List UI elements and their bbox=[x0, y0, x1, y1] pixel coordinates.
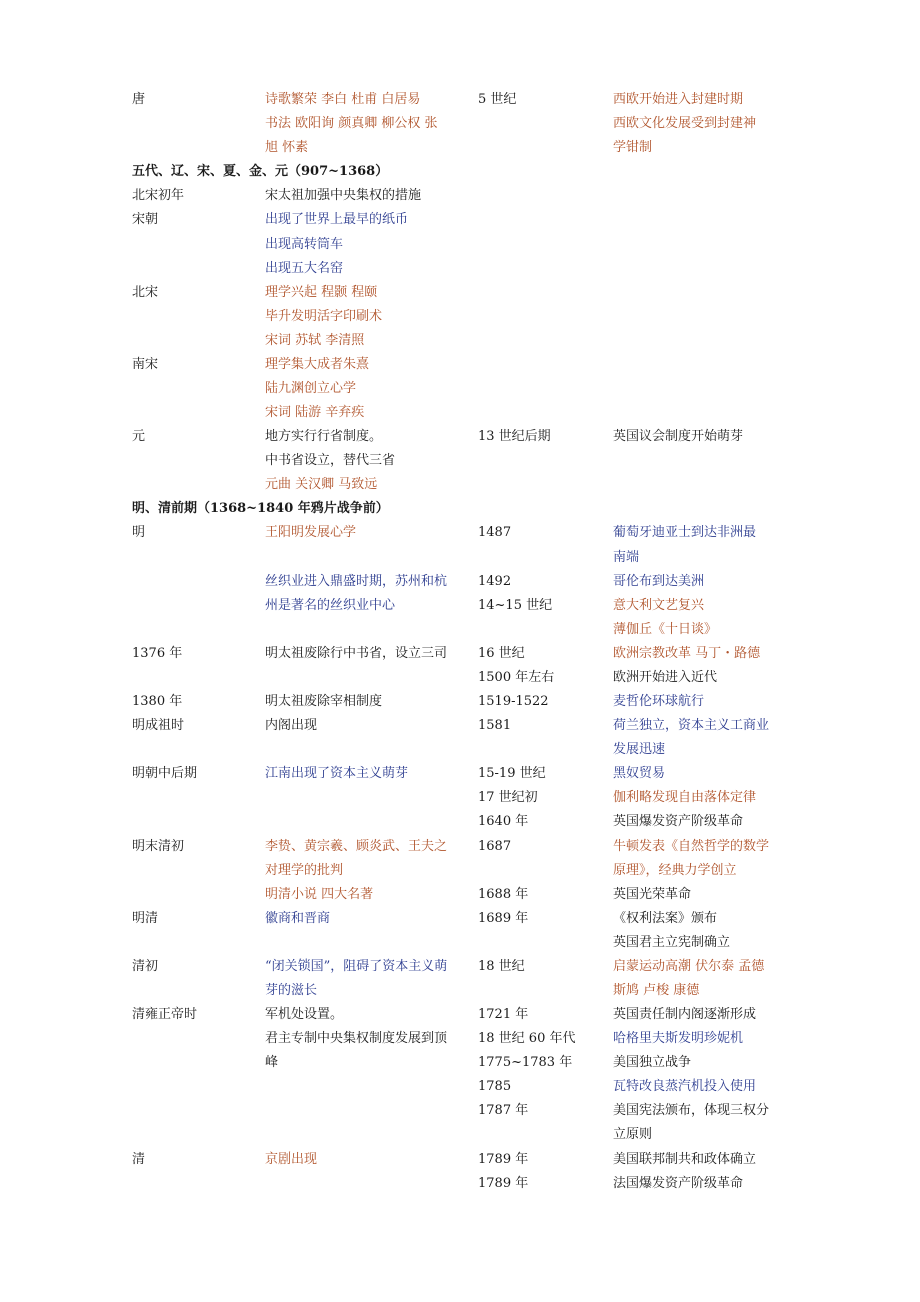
china-event-cell: 宋词 苏轼 李清照 bbox=[265, 332, 365, 348]
china-event-cell: 书法 欧阳询 颜真卿 柳公权 张 bbox=[265, 116, 438, 132]
world-date-cell: 1581 bbox=[478, 718, 512, 734]
period-cell: 明末清初 bbox=[132, 838, 185, 854]
china-event-cell: 理学集大成者朱熹 bbox=[265, 356, 370, 372]
section-heading: 明、清前期（1368~1840 年鸦片战争前） bbox=[132, 501, 389, 517]
china-event-cell: 明太祖废除行中书省，设立三司 bbox=[265, 645, 448, 661]
world-date-cell: 1785 bbox=[478, 1079, 512, 1095]
china-event-cell: 明清小说 四大名著 bbox=[265, 886, 374, 902]
world-event-cell: 黑奴贸易 bbox=[613, 766, 666, 782]
world-date-cell: 1500 年左右 bbox=[478, 669, 555, 685]
china-event-cell: “闭关锁国”，阻碍了资本主义萌 bbox=[265, 958, 448, 974]
china-event-cell: 军机处设置。 bbox=[265, 1007, 344, 1022]
world-event-cell: 英国光荣革命 bbox=[613, 886, 692, 902]
china-event-cell: 明太祖废除宰相制度 bbox=[265, 694, 383, 709]
china-event-cell: 旭 怀素 bbox=[265, 140, 309, 156]
world-date-cell: 1789 年 bbox=[478, 1175, 529, 1191]
period-cell: 清雍正帝时 bbox=[132, 1007, 198, 1022]
world-event-cell: 英国君主立宪制确立 bbox=[613, 934, 731, 950]
world-event-cell: 荷兰独立，资本主义工商业 bbox=[613, 718, 770, 734]
world-date-cell: 1689 年 bbox=[478, 910, 529, 926]
period-cell: 明 bbox=[132, 525, 146, 541]
world-event-cell: 西欧开始进入封建时期 bbox=[613, 92, 744, 107]
world-event-cell: 哥伦布到达美洲 bbox=[613, 573, 705, 589]
china-event-cell: 理学兴起 程颢 程颐 bbox=[265, 284, 378, 300]
world-event-cell: 意大利文艺复兴 bbox=[613, 597, 705, 613]
period-cell: 北宋 bbox=[132, 284, 159, 300]
world-date-cell: 1789 年 bbox=[478, 1151, 529, 1167]
world-event-cell: 法国爆发资产阶级革命 bbox=[613, 1175, 744, 1191]
china-event-cell: 对理学的批判 bbox=[265, 862, 344, 878]
china-event-cell: 李贽、黄宗羲、顾炎武、王夫之 bbox=[265, 838, 448, 854]
world-date-cell: 1687 bbox=[478, 838, 512, 854]
world-date-cell: 1787 年 bbox=[478, 1103, 529, 1119]
world-date-cell: 1519-1522 bbox=[478, 694, 549, 709]
world-date-cell: 1487 bbox=[478, 525, 512, 541]
period-cell: 1380 年 bbox=[132, 694, 183, 709]
china-event-cell: 君主专制中央集权制度发展到顶 bbox=[265, 1031, 448, 1047]
world-event-cell: 原理》，经典力学创立 bbox=[613, 862, 737, 878]
world-date-cell: 17 世纪初 bbox=[478, 790, 538, 806]
world-event-cell: 英国责任制内阁逐渐形成 bbox=[613, 1007, 757, 1022]
period-cell: 明成祖时 bbox=[132, 718, 185, 734]
world-event-cell: 立原则 bbox=[613, 1127, 653, 1143]
period-cell: 唐 bbox=[132, 92, 146, 107]
world-event-cell: 哈格里夫斯发明珍妮机 bbox=[613, 1031, 744, 1047]
china-event-cell: 峰 bbox=[265, 1055, 279, 1071]
world-event-cell: 斯鸠 卢梭 康德 bbox=[613, 983, 700, 998]
period-cell: 北宋初年 bbox=[132, 188, 185, 204]
world-event-cell: 麦哲伦环球航行 bbox=[613, 694, 705, 709]
china-event-cell: 中书省设立，替代三省 bbox=[265, 453, 396, 469]
world-event-cell: 南端 bbox=[613, 549, 640, 565]
world-event-cell: 美国宪法颁布，体现三权分 bbox=[613, 1103, 770, 1119]
world-date-cell: 1492 bbox=[478, 573, 512, 589]
china-event-cell: 芽的滋长 bbox=[265, 983, 318, 998]
world-event-cell: 瓦特改良蒸汽机投入使用 bbox=[613, 1079, 757, 1095]
world-date-cell: 1640 年 bbox=[478, 814, 529, 830]
world-date-cell: 18 世纪 bbox=[478, 958, 525, 974]
world-date-cell: 1775~1783 年 bbox=[478, 1055, 573, 1071]
world-date-cell: 13 世纪后期 bbox=[478, 429, 551, 445]
china-event-cell: 出现高转筒车 bbox=[265, 236, 344, 252]
world-event-cell: 葡萄牙迪亚士到达非洲最 bbox=[613, 525, 757, 541]
world-event-cell: 牛顿发表《自然哲学的数学 bbox=[613, 838, 770, 854]
world-date-cell: 16 世纪 bbox=[478, 645, 525, 661]
world-event-cell: 英国议会制度开始萌芽 bbox=[613, 429, 744, 445]
china-event-cell: 州是著名的丝织业中心 bbox=[265, 597, 396, 613]
china-event-cell: 陆九渊创立心学 bbox=[265, 381, 357, 396]
section-heading: 五代、辽、宋、夏、金、元（907~1368） bbox=[132, 164, 389, 180]
world-event-cell: 伽利略发现自由落体定律 bbox=[613, 790, 757, 806]
world-date-cell: 18 世纪 60 年代 bbox=[478, 1031, 576, 1047]
china-event-cell: 毕升发明活字印刷术 bbox=[265, 308, 383, 324]
china-event-cell: 徽商和晋商 bbox=[265, 910, 331, 926]
china-event-cell: 内阁出现 bbox=[265, 718, 318, 734]
china-event-cell: 丝织业进入鼎盛时期，苏州和杭 bbox=[265, 573, 448, 589]
world-event-cell: 美国独立战争 bbox=[613, 1055, 692, 1071]
world-event-cell: 发展迅速 bbox=[613, 742, 666, 758]
world-event-cell: 薄伽丘《十日谈》 bbox=[613, 621, 718, 637]
world-date-cell: 5 世纪 bbox=[478, 92, 517, 107]
period-cell: 清初 bbox=[132, 958, 159, 974]
china-event-cell: 宋太祖加强中央集权的措施 bbox=[265, 188, 422, 204]
period-cell: 南宋 bbox=[132, 356, 159, 372]
china-event-cell: 地方实行行省制度。 bbox=[265, 429, 383, 445]
world-date-cell: 14~15 世纪 bbox=[478, 597, 553, 613]
china-event-cell: 京剧出现 bbox=[265, 1151, 318, 1167]
china-event-cell: 元曲 关汉卿 马致远 bbox=[265, 477, 378, 493]
china-event-cell: 诗歌繁荣 李白 杜甫 白居易 bbox=[265, 92, 421, 107]
period-cell: 清 bbox=[132, 1151, 146, 1167]
world-date-cell: 1721 年 bbox=[478, 1007, 529, 1022]
world-event-cell: 欧洲宗教改革 马丁・路德 bbox=[613, 645, 761, 661]
world-event-cell: 英国爆发资产阶级革命 bbox=[613, 814, 744, 830]
china-event-cell: 江南出现了资本主义萌芽 bbox=[265, 766, 409, 782]
china-event-cell: 王阳明发展心学 bbox=[265, 525, 357, 541]
world-event-cell: 学钳制 bbox=[613, 140, 653, 156]
world-event-cell: 西欧文化发展受到封建神 bbox=[613, 116, 757, 132]
period-cell: 元 bbox=[132, 429, 146, 445]
world-event-cell: 《权利法案》颁布 bbox=[613, 910, 718, 926]
world-event-cell: 美国联邦制共和政体确立 bbox=[613, 1151, 757, 1167]
period-cell: 宋朝 bbox=[132, 212, 159, 228]
period-cell: 1376 年 bbox=[132, 645, 183, 661]
world-event-cell: 欧洲开始进入近代 bbox=[613, 669, 718, 685]
world-date-cell: 1688 年 bbox=[478, 886, 529, 902]
world-date-cell: 15-19 世纪 bbox=[478, 766, 546, 782]
period-cell: 明清 bbox=[132, 910, 159, 926]
china-event-cell: 宋词 陆游 辛弃疾 bbox=[265, 405, 365, 420]
china-event-cell: 出现五大名窑 bbox=[265, 260, 344, 276]
world-event-cell: 启蒙运动高潮 伏尔泰 孟德 bbox=[613, 958, 765, 974]
period-cell: 明朝中后期 bbox=[132, 766, 198, 782]
china-event-cell: 出现了世界上最早的纸币 bbox=[265, 212, 409, 228]
